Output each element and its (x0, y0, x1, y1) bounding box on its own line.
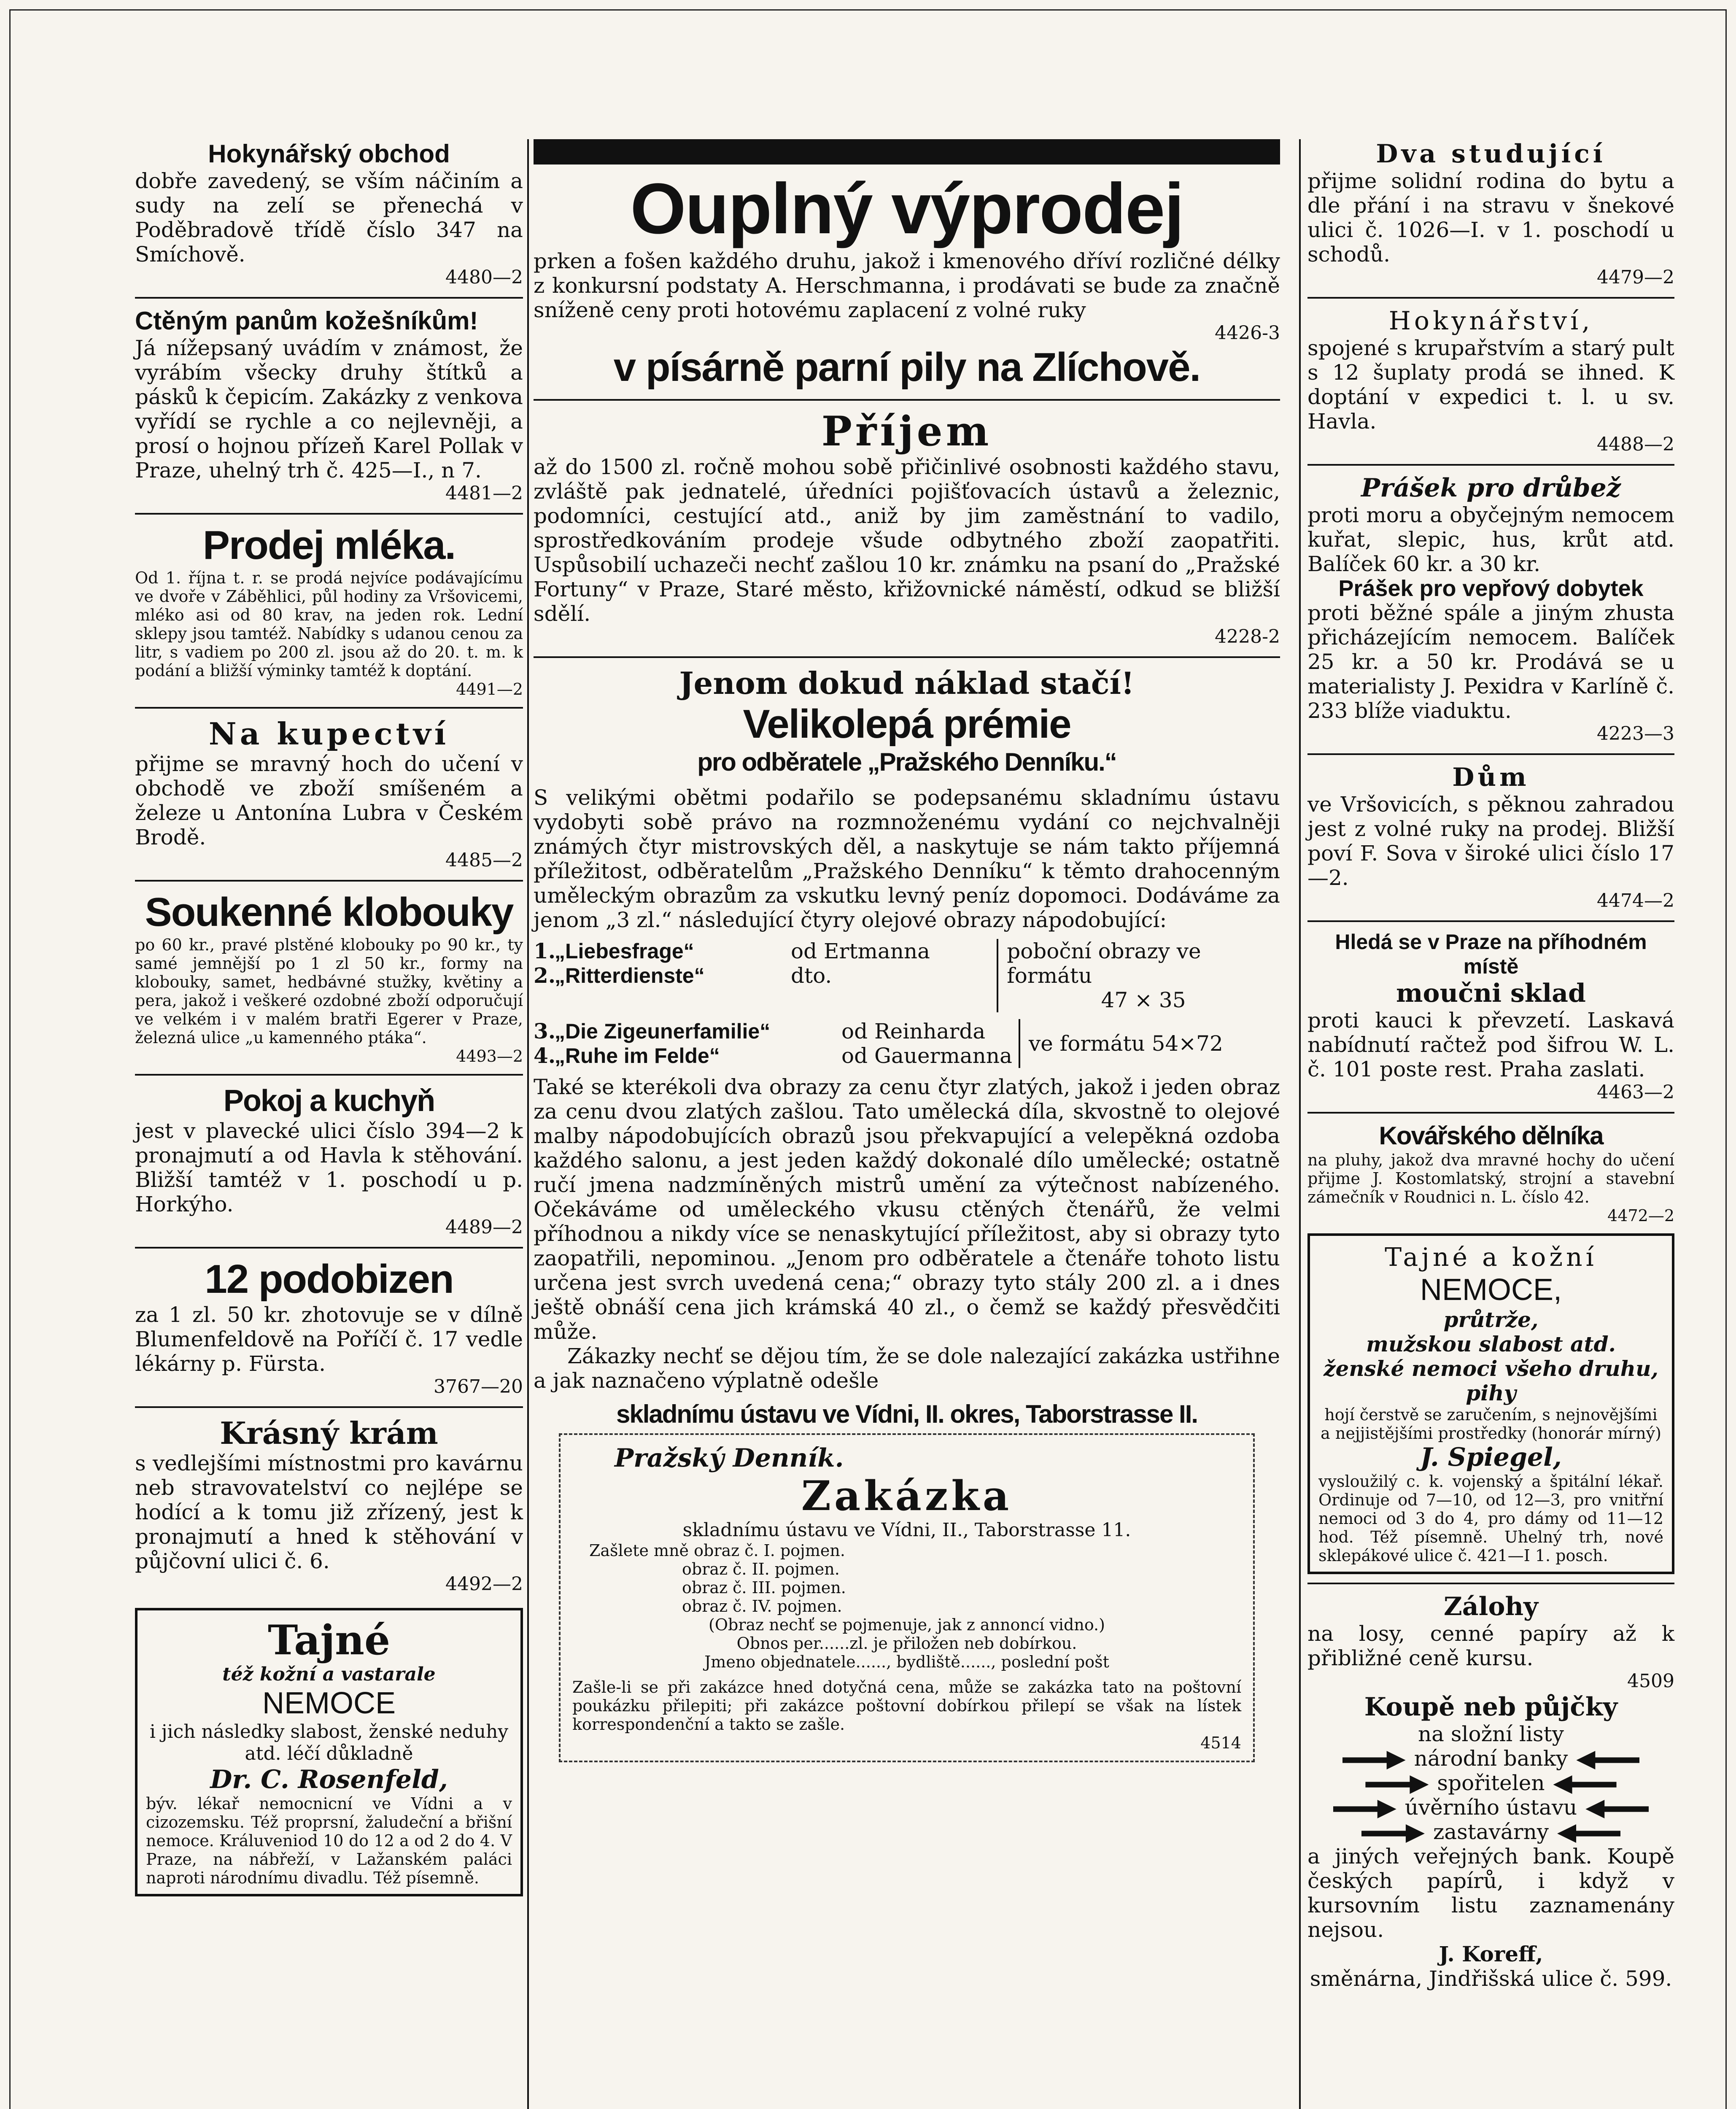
ad-kovarsky-delnik (1307, 1121, 1674, 1225)
ad-title: Soukenné klobouky (145, 890, 513, 935)
ad-title2: Koupě neb půjčky (1364, 1692, 1618, 1722)
painting-list-2 (534, 1019, 1280, 1068)
ad-hokynarsky-obchod (135, 139, 523, 289)
coupon-footer: Zašle-li se při zakázce hned dotyčná cena, může se zakázka tato na poštovní poukázku přilepiti; při zakázce poštovní dobírkou přilepí se však na lístek korrespondenční a takto se zašle. (572, 1678, 1241, 1734)
ad-code: 4472—2 (1607, 1206, 1674, 1225)
coupon-title: Zakázka (801, 1472, 1013, 1520)
ad-dva-studujici (1307, 139, 1674, 289)
ad-text: hojí čerstvě se zaručením, s nejnovějšími a nejjistějšími prostředky (honorár mírný) (1321, 1405, 1661, 1443)
coupon-line: obraz č. II. pojmen. (682, 1560, 840, 1578)
ad-krasny-kram (135, 1416, 523, 1595)
coupon-line: Zašlete mně obraz č. I. pojmen. (589, 1541, 845, 1560)
ad-code: 4479—2 (1597, 267, 1674, 288)
ad-line: průtrže, (1443, 1307, 1539, 1332)
pointing-hand-icon (1585, 1800, 1649, 1818)
column-divider-2 (1299, 139, 1301, 2109)
pointing-hand-icon (1365, 1775, 1429, 1794)
column-divider-1 (527, 139, 529, 2109)
ad-dum (1307, 763, 1674, 912)
ad-text: Od 1. října t. r. se prodá nejvíce podávajícímu ve dvoře v Záběhlici, půl hodiny za Vršovicemi, mléko asi od 80 krav, na jeden rok. Lední sklepy jsou tamtéž. Nabídky s udanou cenou za litr, s vadiem po 200 zl. jsou až do 20. t. m. k podání a bližší výminky tamtéž k doptání. (135, 569, 523, 680)
ad-text: proti moru a obyčejným nemocem kuřat, slepic, hus, krůt atd. Balíček 60 kr. a 30 kr. (1307, 503, 1674, 576)
ad-code: 4509 (1627, 1670, 1674, 1692)
format-size-1: 47 × 35 (1101, 988, 1186, 1012)
coupon-amount: Obnos per......zl. je přiložen neb dobírkou. (736, 1634, 1077, 1653)
ad-title: 12 podobizen (205, 1257, 453, 1302)
left-column (135, 139, 523, 1905)
ad-title: Prášek pro drůbež (1361, 473, 1621, 503)
premium-subtitle: pro odběratele „Pražského Denníku.“ (697, 748, 1116, 776)
premium-address: skladnímu ústavu ve Vídni, II. okres, Taborstrasse II. (616, 1400, 1198, 1428)
ad-text: Já nížepsaný uvádím v známost, že vyrábím všecky druhy štítků a pásků k čepicím. Zakázky z venkova vyřídí se rychle a co nejlevněji, a prosí o hojnou přízeň Karel Pollak v Praze, uhelný trh č. 425—I., n 7. (135, 336, 523, 483)
pointing-hand-icon (1553, 1775, 1617, 1794)
ad-pokoj-a-kuchyn (135, 1083, 523, 1238)
ad-title: Hokynářství, (1388, 306, 1593, 336)
ad-tajne-nemoce (135, 1608, 523, 1896)
ad-code: 4485—2 (445, 850, 523, 871)
premium-body: Také se kterékoli dva obrazy za cenu čtyr zlatých, jakož i jeden obraz za cenu dvou zlatých zašlou. Tato umělecká díla, skvostně to olejové malby nápodobujících obrazů jsou překvapující a velepěkná ozdoba každého salonu, a jest jeden každý dokonalé dílo umělecké; ostatně ručí jmena nadzmíněných mistrů umění za výtečnost nabízeného. Očekáváme od uměleckého vkusu ctěných čtenářů, že velmi příhodnou a nikdy více se nenaskytující příležitost, aby si obrazy tyto zaopatřili, nepominou. „Jenom pro odběratele a čtenáře tohoto listu určena jest svrch uvedená cena;“ obrazy tyto stály 200 zl. a i dnes ještě obnáší cena jich krámská 40 zl., o čemž se každý přesvědčiti může. (534, 1075, 1280, 1344)
signature-line2: směnárna, Jindřišská ulice č. 599. (1310, 1966, 1672, 1991)
coupon-paper: Pražský Denník. (615, 1443, 844, 1473)
ad-premie (534, 666, 1280, 1762)
coupon-line: obraz č. IV. pojmen. (682, 1597, 842, 1615)
list-item: spořitelen (1307, 1771, 1674, 1795)
pointing-hand-icon (1342, 1751, 1406, 1769)
painting-item: 4. „Ruhe im Felde“ od Gauermanna (534, 1043, 1012, 1068)
ad-code: 4474—2 (1597, 890, 1674, 912)
ad-zalohy (1307, 1592, 1674, 1991)
ad-title: Kovářského dělníka (1379, 1122, 1603, 1150)
ad-code: 4426-3 (1215, 322, 1280, 344)
ad-kozesnikum (135, 306, 523, 504)
ad-prijem (534, 408, 1280, 648)
ad-code: 4488—2 (1597, 434, 1674, 455)
ad-title2: NEMOCE (262, 1686, 396, 1720)
order-coupon[interactable] (559, 1433, 1255, 1762)
ad-code: 4481—2 (445, 483, 523, 504)
middle-column (534, 139, 1280, 1771)
ad-text: po 60 kr., pravé plstěné klobouky po 90 kr., ty samé jemnější po 1 zl 50 kr., formy na klobouky, samet, hedbávné stužky, květiny a pera, jakož i veškeré ozdobné zboží odporučují ve velkém i v malém bratři Egerer v Praze, železná ulice „u kamenného ptáka“. (135, 936, 523, 1047)
ad-title: Dům (1452, 763, 1530, 792)
ad-lead: Hledá se v Praze na příhodném místě (1335, 930, 1647, 978)
ad-title: Na kupectví (208, 716, 450, 752)
painting-item: 1. „Liebesfrage“ od Ertmanna (534, 939, 930, 963)
ad-code: 3767—20 (434, 1376, 523, 1397)
ad-title: Zálohy (1444, 1592, 1538, 1621)
pointing-hand-icon (1333, 1800, 1396, 1818)
ad-prodej-mleka (135, 522, 523, 699)
coupon-line: obraz č. III. pojmen. (682, 1578, 846, 1597)
ad-code: 4228-2 (1215, 626, 1280, 647)
ad-code: 4463—2 (1597, 1081, 1674, 1103)
coupon-to: skladnímu ústavu ve Vídni, II., Taborstrasse 11. (682, 1519, 1131, 1541)
ad-title2: Prášek pro vepřový dobytek (1338, 576, 1644, 601)
banner-bar (534, 139, 1280, 165)
right-column (1307, 139, 1674, 1999)
ad-line: ženské nemoci všeho druhu, pihy (1324, 1356, 1658, 1405)
ad-text: s vedlejšími místnostmi pro kavárnu neb stravovatelství co nejlépe se hodící a k tomu již zřízený, jest k pronajmutí a hned k stěhování v půjčovní ulici č. 6. (135, 1451, 523, 1573)
doctor-name: J. Spiegel, (1420, 1443, 1562, 1472)
painting-item: 2. „Ritterdienste“ dto. (534, 963, 832, 988)
list-item: zastavárny (1307, 1820, 1674, 1844)
pointing-hand-icon (1576, 1751, 1639, 1769)
ad-title: Hokynářský obchod (208, 140, 450, 168)
ad-ouplny-vyprodej (534, 139, 1280, 391)
ad-text: spojené s krupařstvím a starý pult s 12 šuplaty prodá se ihned. K doptání v expedici t. l. u sv. Havla. (1307, 336, 1674, 434)
ad-title: Tajné a kožní (1385, 1243, 1597, 1272)
ad-code: 4480—2 (445, 267, 523, 288)
ad-line: mužskou slabost atd. (1366, 1332, 1616, 1357)
ad-title: Tajné (267, 1616, 391, 1664)
signature: J. Koreff, (1439, 1942, 1543, 1966)
ad-text: přijme solidní rodina do bytu a dle přání i na stravu v šnekové ulici č. 1026—I. v 1. poschodí u schodů. (1307, 169, 1674, 267)
ad-text2: býv. lékař nemocnicní ve Vídni a v cizozemsku. Též proprsní, žaludeční a břišní nemoce. Králuveniod 10 do 12 a od 2 do 4. V Praze, na nábřeží, v Lažanském paláci naproti národnímu divadlu. Též písemně. (146, 1794, 512, 1887)
ad-moucni-sklad (1307, 930, 1674, 1103)
ad-text: i jich následky slabost, ženské neduhy atd. léčí důkladně (149, 1721, 509, 1764)
premium-title: Velikolepá prémie (743, 701, 1071, 747)
premium-body2: Zákazky nechť se dějou tím, že se dole nalezající zakázka ustřihne a jak naznačeno výplatně odešle (534, 1344, 1280, 1393)
coupon-name: Jmeno objednatele......, bydliště......, poslední pošt (704, 1653, 1109, 1671)
ad-hokynarstvi (1307, 306, 1674, 456)
ad-text: až do 1500 zl. ročně mohou sobě přičinlivé osobnosti každého stavu, zvláště pak jednatelé, úředníci pojišťovacích ústavů a železnic, podomníci, cestující atd., aniž by jim zaměstnání to vadilo, sprostředkováním prodeje všude odbytného zboží zaopatřiti. Uspůsobilí uchazeči nechť zašlou 10 kr. známku na psaní do „Pražské Fortuny“ v Praze, Staré město, křižovnické náměstí, odkud se bližší sdělí. (534, 455, 1280, 626)
ad-text2: vysloužilý c. k. vojenský a špitální lékař. Ordinuje od 7—10, od 12—3, pro vnitřní nemoci od 3 do 4, pro dámy od 11—12 hod. Též písemně. Uhelný trh, nové sklepákové ulice č. 421—I 1. posch. (1318, 1472, 1663, 1565)
pointing-hand-icon (1557, 1824, 1620, 1843)
ad-tajne-a-kozni (1307, 1233, 1674, 1574)
ad-code: 4493—2 (456, 1047, 523, 1065)
coupon-code: 4514 (1200, 1734, 1241, 1752)
list-item: úvěrního ústavu (1307, 1795, 1674, 1820)
list-item: národní banky (1307, 1746, 1674, 1771)
format-note-1: poboční obrazy ve formátu (1007, 939, 1201, 988)
ad-code: 4223—3 (1597, 723, 1674, 744)
ad-title: Prodej mléka. (202, 523, 456, 568)
ad-text: proti kauci k převzetí. Laskavá nabídnutí račtež pod šifrou W. L. č. 101 poste rest. Praha zaslati. (1307, 1008, 1674, 1081)
format-note-2: ve formátu 54×72 (1029, 1031, 1223, 1056)
ad-title: Krásný krám (220, 1415, 438, 1451)
ad-title: Ctěným panům kožešníkům! (135, 307, 478, 335)
ad-text: prken a fošen každého druhu, jakož i kmenového dříví rozličné délky z konkursní podstaty A. Herschmanna, i prodávati se bude za značně sníženě ceny proti hotovému zaplacení z volné ruky (534, 249, 1280, 322)
ad-text2: a jiných veřejných bank. Koupě českých papírů, i když v kursovním listu zaznamenány nejsou. (1307, 1844, 1674, 1942)
ad-title: moučni sklad (1396, 979, 1586, 1008)
doctor-name: Dr. C. Rosenfeld, (210, 1765, 448, 1794)
ad-text: jest v plavecké ulici číslo 394—2 k pronajmutí a od Havla k stěhování. Bližší tamtéž v 1. poschodí u p. Horkýho. (135, 1119, 523, 1216)
premium-headline: Jenom dokud náklad stačí! (679, 665, 1135, 701)
premium-intro: S velikými obětmi podařilo se podepsanému skladnímu ústavu vydobyti sobě právo na rozmnoženému vydání co nejchvalněji známých čtyr mistrovských děl, a naskytuje se nám takto příjemná příležitost, odběratelům „Pražského Denníku“ k těmto drahocenným uměleckým obrazům za vskutku levný peníz dopomoci. Dodáváme za jenom „3 zl.“ následující čtyry olejové obrazy nápodobující: (534, 785, 1280, 932)
ad-text: ve Vršovicích, s pěknou zahradou jest z volné ruky na prodej. Bližší poví F. Sova v široké ulici číslo 17—2. (1307, 792, 1674, 890)
ad-prasek (1307, 473, 1674, 745)
ad-text: přijme se mravný hoch do učení v obchodě ve zboží smíšeném a železe u Antonína Lubra v Českém Brodě. (135, 752, 523, 850)
ad-code: 4492—2 (445, 1573, 523, 1595)
ad-na-kupectvi (135, 716, 523, 871)
ad-footer: v písárně parní pily na Zlíchově. (613, 345, 1200, 390)
ad-text: za 1 zl. 50 kr. zhotovuje se v dílně Blumenfeldově na Poříčí č. 17 vedle lékárny p. Fürsta. (135, 1303, 523, 1376)
ad-code: 4491—2 (456, 680, 523, 699)
ad-title2: NEMOCE, (1420, 1273, 1562, 1307)
ad-title: Příjem (821, 407, 992, 455)
ad-text2: proti běžné spále a jiným zhusta přicházejícím nemocem. Balíček 25 kr. a 50 kr. Prodává se u materialisty J. Pexidra v Karlíně č. 233 blíže viaduktu. (1307, 601, 1674, 723)
ad-text: na losy, cenné papíry až k přibližné ceně kursu. (1307, 1621, 1674, 1670)
painting-list (534, 939, 1280, 1012)
ad-subtitle: též kožní a vastarale (222, 1664, 436, 1685)
ad-text: dobře zavedený, se vším náčiním a sudy na zelí se přenechá v Poděbradově třídě číslo 347 na Smíchově. (135, 169, 523, 267)
ad-podobizen (135, 1256, 523, 1398)
ad-code: 4489—2 (445, 1216, 523, 1238)
pointing-hand-icon (1361, 1824, 1425, 1843)
painting-item: 3. „Die Zigeunerfamilie“ od Reinharda (534, 1019, 986, 1044)
ad-title: Dva studující (1376, 139, 1606, 169)
ad-text: na pluhy, jakož dva mravné hochy do učení přijme J. Kostomlatský, strojní a stavební zámečník v Roudnici n. L. číslo 42. (1307, 1151, 1674, 1206)
list-intro: na složní listy (1418, 1722, 1564, 1746)
coupon-note: (Obraz nechť se pojmenuje, jak z annoncí vidno.) (709, 1615, 1105, 1634)
ad-soukenne-klobouky (135, 889, 523, 1065)
ad-title: Pokoj a kuchyň (223, 1084, 435, 1118)
ad-title: Ouplný výprodej (630, 169, 1183, 249)
